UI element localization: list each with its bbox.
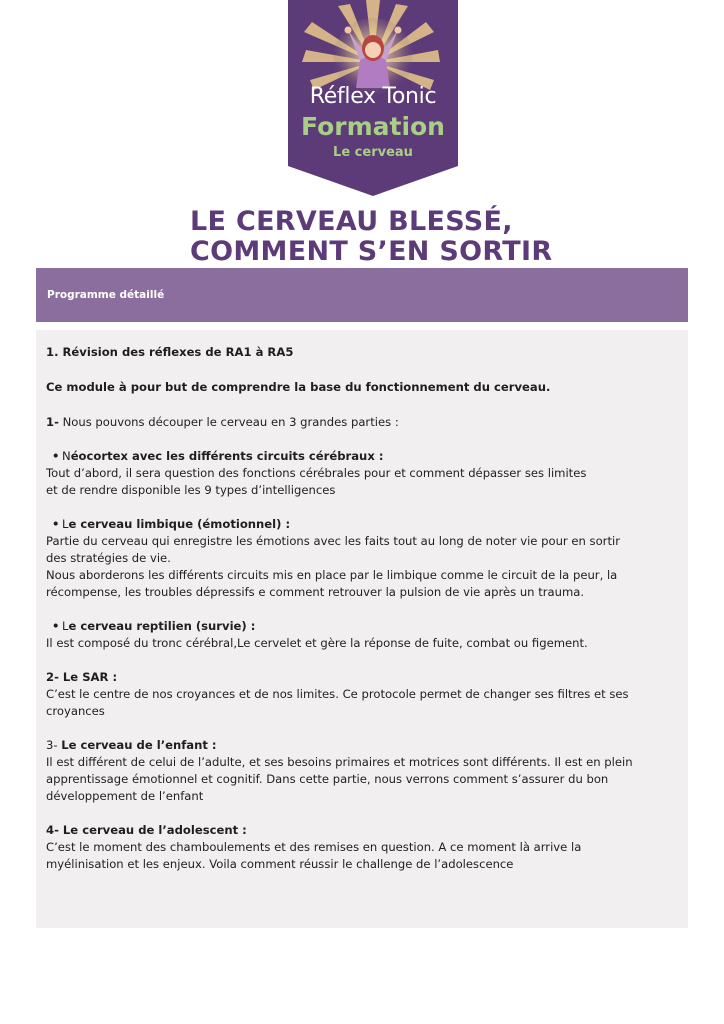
limbic-lead: L [62,517,69,531]
adolescent-heading: 4- Le cerveau de l’adolescent : [46,823,247,837]
part-1-intro [46,414,678,431]
limbic-title: e cerveau limbique (émotionnel) : [68,517,291,531]
limbic-line-1: Partie du cerveau qui enregistre les émotions avec les faits tout au long de noter vie pour en sortir [46,534,620,548]
brand-formation: Formation [301,112,445,141]
title-line-2: COMMENT S’EN SORTIR [190,236,553,267]
limbic-line-2: des stratégies de vie. [46,551,171,565]
neocortex-line-1: Tout d’abord, il sera question des fonctions cérébrales pour et comment dépasser ses limites [46,466,587,480]
limbic-heading [46,516,678,533]
neocortex-heading [46,448,678,465]
part-1-text: Nous pouvons découper le cerveau en 3 grandes parties : [58,415,399,429]
part-1-number: 1- [46,415,59,429]
section-label: Programme détaillé [47,289,165,301]
sar-heading: 2- Le SAR : [46,670,118,684]
revision-heading: 1. Révision des réflexes de RA1 à RA5 [46,345,294,359]
reptilian-heading [46,618,678,635]
reptilian-line-1: Il est composé du tronc cérébral,Le cervelet et gère la réponse de fuite, combat ou figement. [46,636,588,650]
module-goal: Ce module à pour but de comprendre la base du fonctionnement du cerveau. [46,380,551,394]
title-line-1: LE CERVEAU BLESSÉ, [190,206,513,237]
reptilian-lead: L [62,619,69,633]
limbic-line-4: récompense, les troubles dépressifs e comment retrouver la pulsion de vie après un trauma. [46,585,585,599]
child-heading [46,737,678,754]
child-line-1: Il est différent de celui de l’adulte, et ses besoins primaires et motrices sont différents. Il est en plein [46,755,633,769]
page-title [190,207,670,267]
adolescent-line-1: C’est le moment des chamboulements et des remises en question. A ce moment là arrive la [46,840,582,854]
limbic-line-3: Nous aborderons les différents circuits mis en place par le limbique comme le circuit de la peur, la [46,568,618,582]
sar-line-2: croyances [46,704,105,718]
child-line-2: apprentissage émotionnel et cognitif. Dans cette partie, nous verrons comment s’assurer du bon [46,772,609,786]
neocortex-title: éocortex avec les différents circuits cérébraux : [70,449,384,463]
child-number: 3- [46,738,62,752]
neocortex-lead: N [62,449,71,463]
brand-subtitle: Le cerveau [333,145,413,160]
child-line-3: développement de l’enfant [46,789,204,803]
adolescent-line-2: myélinisation et les enjeux. Voila comment réussir le challenge de l’adolescence [46,857,514,871]
sar-line-1: C’est le centre de nos croyances et de nos limites. Ce protocole permet de changer ses filtres et ses [46,687,629,701]
brand-name: Réflex Tonic [309,84,437,109]
neocortex-line-2: et de rendre disponible les 9 types d’intelligences [46,483,336,497]
brand-logo-banner [288,0,458,196]
child-title: Le cerveau de l’enfant : [61,738,217,752]
reptilian-title: e cerveau reptilien (survie) : [68,619,256,633]
program-content-panel [36,330,688,928]
section-header-bar [36,268,688,322]
